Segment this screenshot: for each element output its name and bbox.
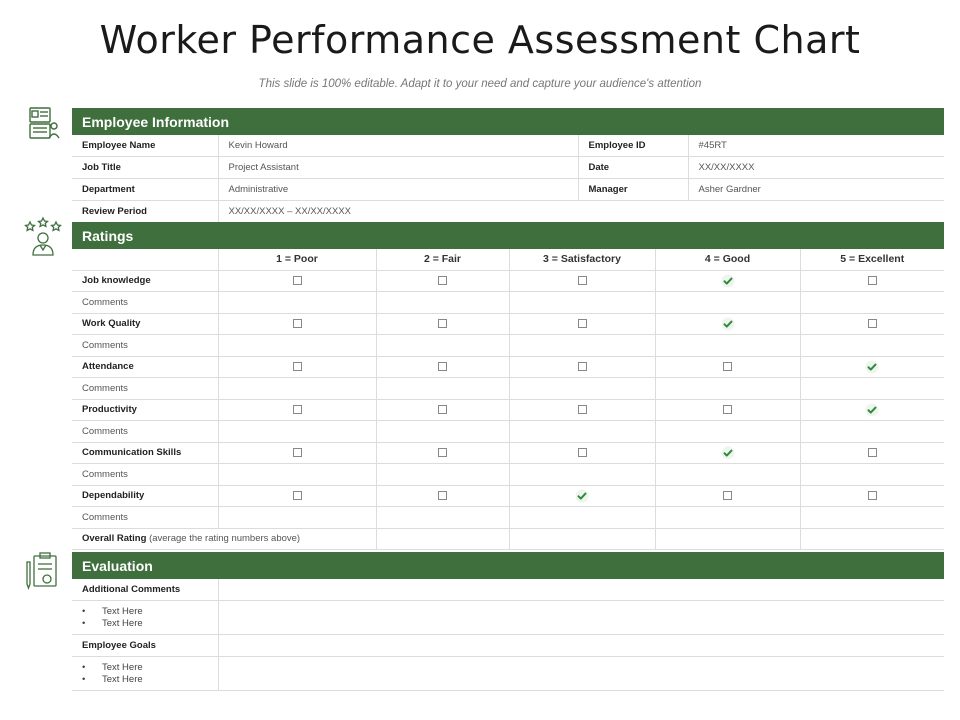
overall-cell[interactable]	[800, 528, 944, 550]
check-icon[interactable]	[721, 274, 735, 288]
rating-cell	[509, 270, 655, 292]
additional-comments-label: Additional Comments	[72, 579, 218, 601]
check-icon[interactable]	[575, 489, 589, 503]
rating-cell	[655, 313, 800, 335]
checkbox-icon[interactable]	[723, 491, 732, 500]
overall-cell[interactable]	[376, 528, 509, 550]
comment-cell[interactable]	[509, 292, 655, 314]
criterion-label: Work Quality	[72, 313, 218, 335]
comments-row	[72, 292, 944, 314]
comments-row	[72, 378, 944, 400]
employee-id-label: Employee ID	[578, 135, 688, 157]
comment-cell[interactable]	[376, 335, 509, 357]
manager-value: Asher Gardner	[688, 179, 944, 201]
checkbox-icon[interactable]	[723, 405, 732, 414]
rating-cell	[376, 356, 509, 378]
rating-cell	[800, 356, 944, 378]
job-title-value: Project Assistant	[218, 157, 578, 179]
checkbox-icon[interactable]	[438, 362, 447, 371]
rating-cell	[509, 356, 655, 378]
comments-row	[72, 421, 944, 443]
employee-stars-icon	[22, 216, 64, 258]
comments-row	[72, 335, 944, 357]
scale-label: 4 = Good	[655, 249, 800, 270]
criterion-label: Communication Skills	[72, 442, 218, 464]
ratings-corner	[72, 249, 218, 270]
rating-cell	[655, 399, 800, 421]
date-value: XX/XX/XXXX	[688, 157, 944, 179]
employee-name-value: Kevin Howard	[218, 135, 578, 157]
rating-cell	[376, 270, 509, 292]
comment-cell[interactable]	[800, 421, 944, 443]
comments-label: Comments	[72, 464, 218, 486]
comment-cell[interactable]	[509, 421, 655, 443]
table-row	[72, 179, 944, 201]
list-item: • Text Here	[82, 618, 218, 630]
employee-id-value: #45RT	[688, 135, 944, 157]
list-item: • Text Here	[82, 662, 218, 674]
rating-cell	[376, 399, 509, 421]
job-title-label: Job Title	[72, 157, 218, 179]
comment-cell[interactable]	[509, 507, 655, 529]
rating-cell	[218, 313, 376, 335]
rating-cell	[655, 356, 800, 378]
rating-cell	[655, 485, 800, 507]
overall-cell[interactable]	[509, 528, 655, 550]
checkbox-icon[interactable]	[293, 405, 302, 414]
additional-comments-input[interactable]	[218, 579, 944, 601]
comment-cell[interactable]	[376, 378, 509, 400]
page-subtitle: This slide is 100% editable. Adapt it to your need and capture your audience's attention	[258, 78, 702, 90]
overall-rating-note: (average the rating numbers above)	[149, 533, 301, 545]
checkbox-icon[interactable]	[578, 448, 587, 457]
table-row	[72, 356, 944, 378]
checkbox-icon[interactable]	[723, 362, 732, 371]
id-card-icon	[22, 104, 64, 146]
checkbox-icon[interactable]	[293, 448, 302, 457]
review-period-value: XX/XX/XXXX – XX/XX/XXXX	[218, 201, 944, 223]
checkbox-icon[interactable]	[293, 319, 302, 328]
table-row	[72, 135, 944, 157]
table-row	[72, 399, 944, 421]
table-row	[72, 270, 944, 292]
comment-cell[interactable]	[509, 335, 655, 357]
rating-cell	[655, 442, 800, 464]
comment-cell[interactable]	[218, 378, 376, 400]
scale-label: 5 = Excellent	[800, 249, 944, 270]
rating-cell	[376, 313, 509, 335]
overall-rating-cell	[72, 528, 376, 550]
checkbox-icon[interactable]	[578, 276, 587, 285]
department-value: Administrative	[218, 179, 578, 201]
checkbox-icon[interactable]	[293, 362, 302, 371]
checkbox-icon[interactable]	[293, 276, 302, 285]
criterion-label: Productivity	[72, 399, 218, 421]
page-title: Worker Performance Assessment Chart	[99, 18, 861, 62]
review-period-label: Review Period	[72, 201, 218, 223]
table-row	[72, 601, 944, 635]
check-icon[interactable]	[865, 403, 879, 417]
check-icon[interactable]	[865, 360, 879, 374]
comments-label: Comments	[72, 421, 218, 443]
employee-information-table	[72, 135, 944, 223]
checkbox-icon[interactable]	[868, 491, 877, 500]
table-row	[72, 579, 944, 601]
comment-cell[interactable]	[655, 464, 800, 486]
comment-cell[interactable]	[218, 421, 376, 443]
rating-cell	[218, 270, 376, 292]
table-row	[72, 157, 944, 179]
employee-goals-label: Employee Goals	[72, 635, 218, 657]
evaluation-table	[72, 579, 944, 691]
criterion-label: Dependability	[72, 485, 218, 507]
comment-cell[interactable]	[655, 507, 800, 529]
employee-information-header: Employee Information	[72, 108, 944, 135]
comment-cell[interactable]	[376, 507, 509, 529]
comment-cell[interactable]	[800, 507, 944, 529]
date-label: Date	[578, 157, 688, 179]
comment-cell[interactable]	[376, 464, 509, 486]
comment-cell[interactable]	[218, 464, 376, 486]
employee-goals-input[interactable]	[218, 635, 944, 657]
checkbox-icon[interactable]	[438, 405, 447, 414]
employee-name-label: Employee Name	[72, 135, 218, 157]
overall-rating-label: Overall Rating	[82, 533, 147, 545]
checkbox-icon[interactable]	[578, 405, 587, 414]
rating-cell	[509, 485, 655, 507]
comment-cell[interactable]	[376, 421, 509, 443]
employee-goals-area[interactable]	[218, 657, 944, 691]
checkbox-icon[interactable]	[438, 448, 447, 457]
checkbox-icon[interactable]	[578, 362, 587, 371]
checkbox-icon[interactable]	[293, 491, 302, 500]
comment-cell[interactable]	[655, 421, 800, 443]
checkbox-icon[interactable]	[868, 448, 877, 457]
ratings-table	[72, 249, 944, 550]
comment-cell[interactable]	[509, 464, 655, 486]
comments-label: Comments	[72, 507, 218, 529]
rating-cell	[800, 313, 944, 335]
list-item: • Text Here	[82, 674, 218, 686]
manager-label: Manager	[578, 179, 688, 201]
rating-cell	[218, 399, 376, 421]
rating-cell	[376, 485, 509, 507]
rating-cell	[218, 485, 376, 507]
comment-cell[interactable]	[800, 292, 944, 314]
comments-label: Comments	[72, 335, 218, 357]
scale-label: 3 = Satisfactory	[509, 249, 655, 270]
evaluation-header: Evaluation	[72, 552, 944, 579]
ratings-header: Ratings	[72, 222, 944, 249]
checkbox-icon[interactable]	[868, 319, 877, 328]
list-item: • Text Here	[82, 606, 218, 618]
comment-cell[interactable]	[800, 335, 944, 357]
employee-goals-list	[72, 657, 218, 691]
table-row	[72, 201, 944, 223]
clipboard-pen-icon	[22, 550, 64, 592]
department-label: Department	[72, 179, 218, 201]
table-row	[72, 635, 944, 657]
check-icon[interactable]	[721, 317, 735, 331]
checkbox-icon[interactable]	[578, 319, 587, 328]
rating-cell	[655, 270, 800, 292]
rating-cell	[800, 442, 944, 464]
comment-cell[interactable]	[655, 378, 800, 400]
overall-cell[interactable]	[655, 528, 800, 550]
additional-comments-list	[72, 601, 218, 635]
criterion-label: Job knowledge	[72, 270, 218, 292]
rating-cell	[509, 313, 655, 335]
checkbox-icon[interactable]	[438, 319, 447, 328]
check-icon[interactable]	[721, 446, 735, 460]
rating-cell	[800, 485, 944, 507]
comments-label: Comments	[72, 378, 218, 400]
table-row	[72, 657, 944, 691]
comment-cell[interactable]	[376, 292, 509, 314]
overall-rating-row	[72, 528, 944, 550]
criterion-label: Attendance	[72, 356, 218, 378]
comment-cell[interactable]	[655, 335, 800, 357]
comment-cell[interactable]	[800, 464, 944, 486]
checkbox-icon[interactable]	[438, 276, 447, 285]
scale-label: 1 = Poor	[218, 249, 376, 270]
rating-cell	[800, 270, 944, 292]
comments-label: Comments	[72, 292, 218, 314]
comments-row	[72, 507, 944, 529]
rating-cell	[800, 399, 944, 421]
scale-label: 2 = Fair	[376, 249, 509, 270]
table-row	[72, 313, 944, 335]
additional-comments-area[interactable]	[218, 601, 944, 635]
table-row	[72, 442, 944, 464]
comment-cell[interactable]	[218, 507, 376, 529]
comment-cell[interactable]	[218, 335, 376, 357]
table-row	[72, 485, 944, 507]
rating-cell	[509, 399, 655, 421]
ratings-scale-row	[72, 249, 944, 270]
comments-row	[72, 464, 944, 486]
rating-cell	[509, 442, 655, 464]
rating-cell	[218, 442, 376, 464]
checkbox-icon[interactable]	[868, 276, 877, 285]
checkbox-icon[interactable]	[438, 491, 447, 500]
rating-cell	[376, 442, 509, 464]
comment-cell[interactable]	[800, 378, 944, 400]
rating-cell	[218, 356, 376, 378]
comment-cell[interactable]	[509, 378, 655, 400]
comment-cell[interactable]	[218, 292, 376, 314]
comment-cell[interactable]	[655, 292, 800, 314]
